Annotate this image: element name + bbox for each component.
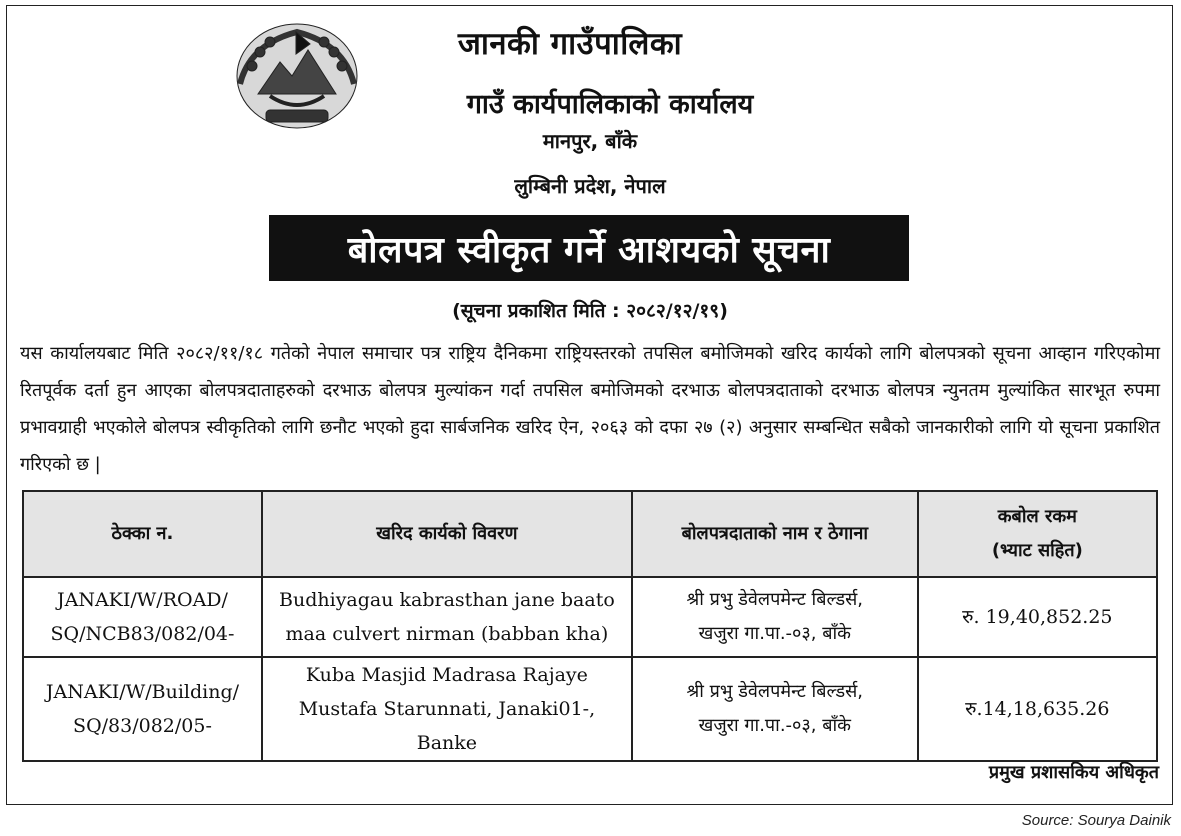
table-row <box>23 657 1157 761</box>
header-bidder: बोलपत्रदाताको नाम र ठेगाना <box>632 491 918 577</box>
contract-no-line: JANAKI/W/ROAD/ <box>56 589 228 611</box>
bidder-cell <box>632 657 918 761</box>
publish-date: (सूचना प्रकाशित मिति : २०८२/१२/१९) <box>452 300 728 322</box>
award-table <box>22 490 1158 762</box>
description-line: Mustafa Starunnati, Janaki01-, Banke <box>298 698 596 754</box>
header-amount <box>918 491 1157 577</box>
description-line: Kuba Masjid Madrasa Rajaye <box>305 664 588 686</box>
table-row <box>23 577 1157 657</box>
notice-body: यस कार्यालयबाट मिति २०८२/११/१८ गतेको नेपाल समाचार पत्र राष्ट्रिय दैनिकमा राष्ट्रियस्तरको तपसिल बमोजिमको खरिद कार्यको लागि बोलपत्रको सूचना आव्हान गरिएकोमा रितपूर्वक दर्ता हुन आएका बोलपत्रदाताहरुको दरभाऊ बोलपत्र मुल्यांकन गर्दा तपसिल बमोजिमको दरभाऊ बोलपत्रदाताको दरभाऊ बोलपत्र न्युनतम मुल्यांकित सारभूत रुपमा प्रभावग्राही भएकोले बोलपत्र स्वीकृतिको लागि छनौट भएको हुदा सार्बजनिक खरिद ऐन, २०६३ को दफा २७ (२) अनुसार सम्बन्धित सबैको जानकारीको लागि यो सूचना प्रकाशित गरिएको छ | <box>20 343 1160 475</box>
bidder-line: श्री प्रभु डेवेलपमेन्ट बिल्डर्स, <box>686 681 864 702</box>
org-name: जानकी गाउँपालिका <box>457 26 683 62</box>
header-contract-no: ठेक्का न. <box>23 491 262 577</box>
description-line: maa culvert nirman (babban kha) <box>285 623 609 645</box>
notice-title: बोलपत्र स्वीकृत गर्ने आशयको सूचना <box>269 215 909 281</box>
contract-no-line: JANAKI/W/Building/ <box>45 681 240 703</box>
office-location: मानपुर, बाँके <box>542 129 638 153</box>
office-name: गाउँ कार्यपालिकाको कार्यालय <box>466 89 754 120</box>
bidder-line: खजुरा गा.पा.-०३, बाँके <box>698 715 851 736</box>
source-credit: Source: Sourya Dainik <box>1021 812 1171 829</box>
description-cell <box>262 657 632 761</box>
contract-no-line: SQ/83/082/05- <box>73 715 212 737</box>
province: लुम्बिनी प्रदेश, नेपाल <box>514 174 666 198</box>
contract-no-cell <box>23 657 262 761</box>
description-cell <box>262 577 632 657</box>
header-amount-line1: कबोल रकम <box>997 506 1077 527</box>
amount-cell: रु. 19,40,852.25 <box>918 577 1157 657</box>
description-line: Budhiyagau kabrasthan jane baato <box>279 589 615 611</box>
header-description: खरिद कार्यको विवरण <box>262 491 632 577</box>
amount-cell: रु.14,18,635.26 <box>918 657 1157 761</box>
table-header-row <box>23 491 1157 577</box>
header-amount-line2: (भ्याट सहित) <box>991 540 1083 561</box>
bidder-cell <box>632 577 918 657</box>
bidder-line: खजुरा गा.पा.-०३, बाँके <box>698 623 851 644</box>
contract-no-line: SQ/NCB83/082/04- <box>50 623 235 645</box>
contract-no-cell <box>23 577 262 657</box>
signatory-title: प्रमुख प्रशासकिय अधिकृत <box>988 762 1159 783</box>
bidder-line: श्री प्रभु डेवेलपमेन्ट बिल्डर्स, <box>686 589 864 610</box>
